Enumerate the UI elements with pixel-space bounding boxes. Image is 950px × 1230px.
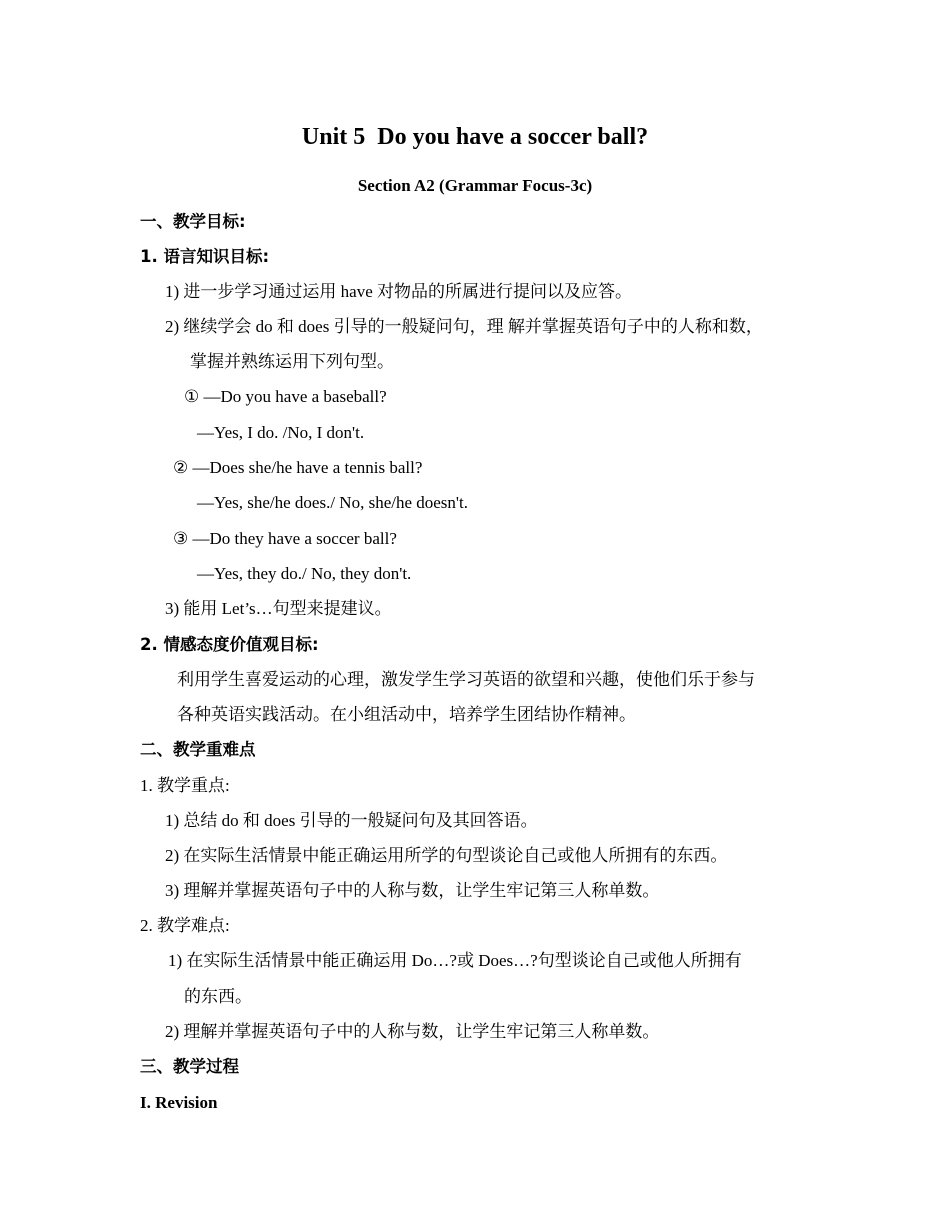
example-2-question: ② —Does she/he have a tennis ball?: [173, 458, 423, 477]
document-title: Unit 5 Do you have a soccer ball?: [301, 124, 649, 150]
example-1-question: ① —Do you have a baseball?: [184, 387, 387, 406]
attitude-goal-line-1: 利用学生喜爱运动的心理，激发学生学习英语的欲望和兴趣，使他们乐于参与: [177, 670, 755, 689]
objective-item-3: 3) 能用 Let’s…句型来提建议。: [165, 599, 392, 618]
example-2-answer: —Yes, she/he does./ No, she/he doesn't.: [197, 493, 468, 512]
key-point-1: 1) 总结 do 和 does 引导的一般疑问句及其回答语。: [165, 811, 538, 830]
section-3-heading: 三、教学过程: [140, 1057, 239, 1076]
example-3-answer: —Yes, they do./ No, they don't.: [197, 564, 412, 583]
key-point-3: 3) 理解并掌握英语句子中的人称与数，让学生牢记第三人称单数。: [165, 881, 660, 900]
difficult-point-2: 2) 理解并掌握英语句子中的人称与数，让学生牢记第三人称单数。: [165, 1022, 660, 1041]
revision-heading: I. Revision: [140, 1093, 218, 1112]
example-3-question: ③ —Do they have a soccer ball?: [173, 529, 397, 548]
difficult-point-1-line-2: 的东西。: [184, 987, 252, 1006]
attitude-goal-line-2: 各种英语实践活动。在小组活动中，培养学生团结协作精神。: [177, 705, 636, 724]
section-1-1-heading: 1. 语言知识目标:: [140, 247, 270, 266]
difficult-point-1-line-1: 1) 在实际生活情景中能正确运用 Do…?或 Does…?句型谈论自己或他人所拥有: [168, 951, 742, 970]
objective-item-1: 1) 进一步学习通过运用 have 对物品的所属进行提问以及应答。: [165, 282, 633, 301]
document-subtitle: Section A2 (Grammar Focus-3c): [357, 176, 593, 195]
objective-item-2-line-2: 掌握并熟练运用下列句型。: [190, 352, 394, 371]
example-1-answer: —Yes, I do. /No, I don't.: [197, 423, 365, 442]
objective-item-2-line-1: 2) 继续学会 do 和 does 引导的一般疑问句，理 解并掌握英语句子中的人称和数，: [165, 317, 763, 336]
key-point-2: 2) 在实际生活情景中能正确运用所学的句型谈论自己或他人所拥有的东西。: [165, 846, 728, 865]
key-points-heading: 1. 教学重点:: [140, 776, 230, 795]
section-1-2-heading: 2. 情感态度价值观目标:: [140, 635, 319, 654]
section-2-heading: 二、教学重难点: [140, 740, 256, 759]
section-1-heading: 一、教学目标:: [140, 212, 246, 231]
difficult-points-heading: 2. 教学难点:: [140, 916, 230, 935]
